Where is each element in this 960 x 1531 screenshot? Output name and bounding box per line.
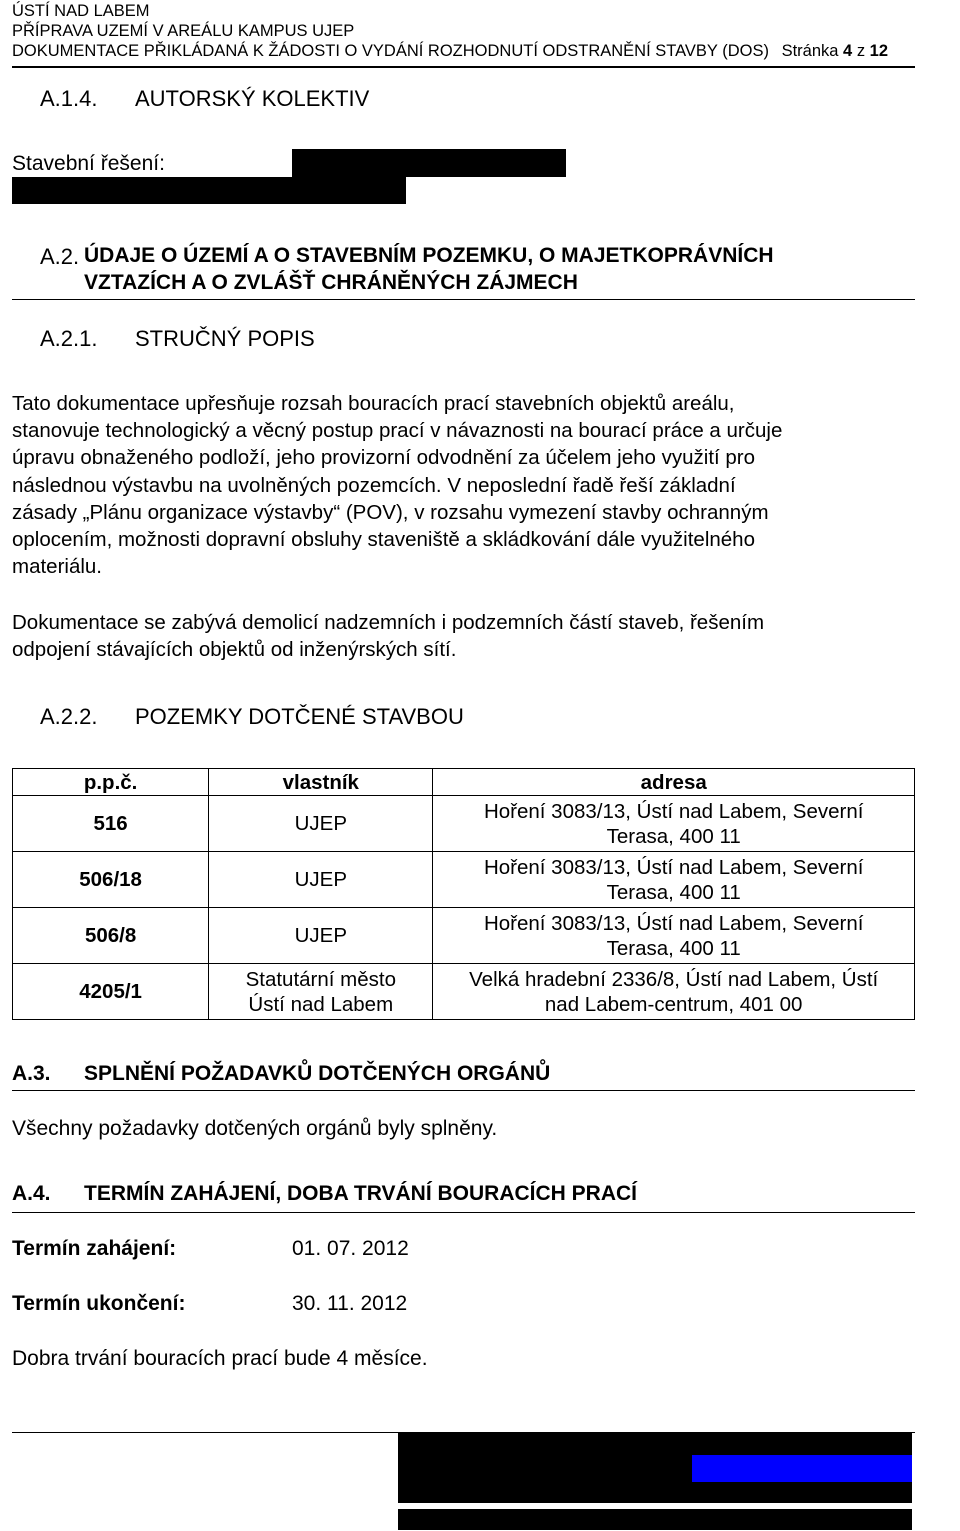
table-row <box>13 796 915 852</box>
header-city: ÚSTÍ NAD LABEM <box>12 2 150 20</box>
owner-line: UJEP <box>294 924 347 947</box>
section-title-a4: TERMÍN ZAHÁJENÍ, DOBA TRVÁNÍ BOURACÍCH PRACÍ <box>84 1182 638 1205</box>
header-project: PŘÍPRAVA UZEMÍ V AREÁLU KAMPUS UJEP <box>12 22 355 40</box>
header-document <box>12 42 888 61</box>
owner-line: UJEP <box>294 868 347 891</box>
address-line: Hoření 3083/13, Ústí nad Labem, Severní <box>483 911 864 935</box>
demolition-paragraph <box>12 609 917 663</box>
address-cell <box>433 908 915 964</box>
start-date-value: 01. 07. 2012 <box>292 1237 409 1260</box>
header-document-title: DOKUMENTACE PŘIKLÁDANÁ K ŽÁDOSTI O VYDÁNÍ ROZHODNUTÍ ODSTRANĚNÍ STAVBY (DOS) <box>12 42 769 60</box>
parcel-number: 506/18 <box>13 852 209 908</box>
owner-cell <box>209 796 433 852</box>
parcel-number: 4205/1 <box>13 964 209 1020</box>
text-line: Dokumentace se zabývá demolicí nadzemních i podzemních částí staveb, řešením <box>12 611 765 634</box>
column-header-ppc: p.p.č. <box>13 769 209 796</box>
description-paragraph <box>12 390 917 580</box>
table-row <box>13 852 915 908</box>
address-cell <box>433 796 915 852</box>
parcel-number: 516 <box>13 796 209 852</box>
address-line: Velká hradební 2336/8, Ústí nad Labem, Ústí <box>469 967 879 991</box>
end-date-value: 30. 11. 2012 <box>292 1292 408 1315</box>
text-line: odpojení stávajících objektů od inženýrských sítí. <box>12 638 457 662</box>
requirements-statement: Všechny požadavky dotčených orgánů byly splněny. <box>12 1117 498 1140</box>
address-cell <box>433 964 915 1020</box>
section-number-a14: A.1.4. <box>40 86 98 111</box>
structural-solution-label: Stavební řešení: <box>12 152 165 175</box>
page-total: 12 <box>869 42 889 60</box>
section-title-a2-line2: VZTAZÍCH A O ZVLÁŠŤ CHRÁNĚNÝCH ZÁJMECH <box>84 271 578 294</box>
section-rule <box>12 1090 915 1091</box>
section-rule <box>12 299 915 300</box>
section-number-a3: A.3. <box>12 1062 51 1085</box>
section-title-a2-line1: ÚDAJE O ÚZEMÍ A O STAVEBNÍM POZEMKU, O MAJETKOPRÁVNÍCH <box>84 244 774 267</box>
table-row <box>13 964 915 1020</box>
address-line: Hoření 3083/13, Ústí nad Labem, Severní <box>483 799 864 823</box>
address-line: nad Labem-centrum, 401 00 <box>544 992 803 1016</box>
footer-redacted-block <box>398 1433 912 1455</box>
section-number-a21: A.2.1. <box>40 326 98 351</box>
address-line: Terasa, 400 11 <box>606 880 741 904</box>
table-header-row <box>13 769 915 796</box>
table-row <box>13 908 915 964</box>
page-current: 4 <box>843 42 853 60</box>
text-line: Tato dokumentace upřesňuje rozsah bouracích prací stavebních objektů areálu, <box>12 392 735 415</box>
section-title-a14: AUTORSKÝ KOLEKTIV <box>135 86 370 111</box>
footer-redacted-block <box>398 1482 912 1503</box>
footer-redacted-block <box>398 1455 692 1482</box>
address-cell <box>433 852 915 908</box>
footer-redacted-block <box>398 1509 912 1530</box>
section-number-a4: A.4. <box>12 1182 51 1205</box>
column-header-address: adresa <box>433 769 915 796</box>
text-line: oplocením, možnosti dopravní obsluhy staveniště a skládkování dále využitelného <box>12 528 755 552</box>
header-rule <box>12 66 915 68</box>
section-rule <box>12 1212 915 1213</box>
footer-blue-block <box>692 1455 912 1482</box>
owner-line: UJEP <box>294 812 347 835</box>
address-line: Terasa, 400 11 <box>606 824 741 848</box>
owner-cell <box>209 908 433 964</box>
text-line: materiálu. <box>12 555 103 579</box>
parcels-table <box>12 768 915 1020</box>
page-of: z <box>856 42 866 60</box>
redacted-block <box>12 177 406 204</box>
section-title-a21: STRUČNÝ POPIS <box>135 326 315 351</box>
column-header-owner: vlastník <box>209 769 433 796</box>
text-line: úpravu obnaženého podloží, jeho provizorní odvodnění za účelem jeho využití pro <box>12 446 756 470</box>
end-date-label: Termín ukončení: <box>12 1292 186 1315</box>
owner-cell <box>209 964 433 1020</box>
owner-line: Statutární město <box>245 967 396 991</box>
owner-line: Ústí nad Labem <box>248 992 394 1016</box>
address-line: Terasa, 400 11 <box>606 936 741 960</box>
section-number-a2: A.2. <box>40 244 80 269</box>
owner-cell <box>209 852 433 908</box>
duration-statement: Dobra trvání bouracích prací bude 4 měsíce. <box>12 1347 428 1370</box>
address-line: Hoření 3083/13, Ústí nad Labem, Severní <box>483 855 864 879</box>
parcel-number: 506/8 <box>13 908 209 964</box>
redacted-block <box>292 149 566 177</box>
text-line: stanovuje technologický a věcný postup prací v návaznosti na bourací práce a určuje <box>12 419 783 443</box>
section-number-a22: A.2.2. <box>40 704 98 729</box>
page-indicator <box>782 42 888 60</box>
section-title-a22: POZEMKY DOTČENÉ STAVBOU <box>135 704 464 729</box>
text-line: následnou výstavbu na uvolněných pozemcích. V neposlední řadě řeší základní <box>12 473 736 497</box>
text-line: zásady „Plánu organizace výstavby“ (POV), v rozsahu vymezení stavby ochranným <box>12 500 769 524</box>
start-date-label: Termín zahájení: <box>12 1237 177 1260</box>
section-title-a3: SPLNĚNÍ POŽADAVKŮ DOTČENÝCH ORGÁNŮ <box>84 1062 551 1085</box>
page-label: Stránka <box>781 42 839 60</box>
